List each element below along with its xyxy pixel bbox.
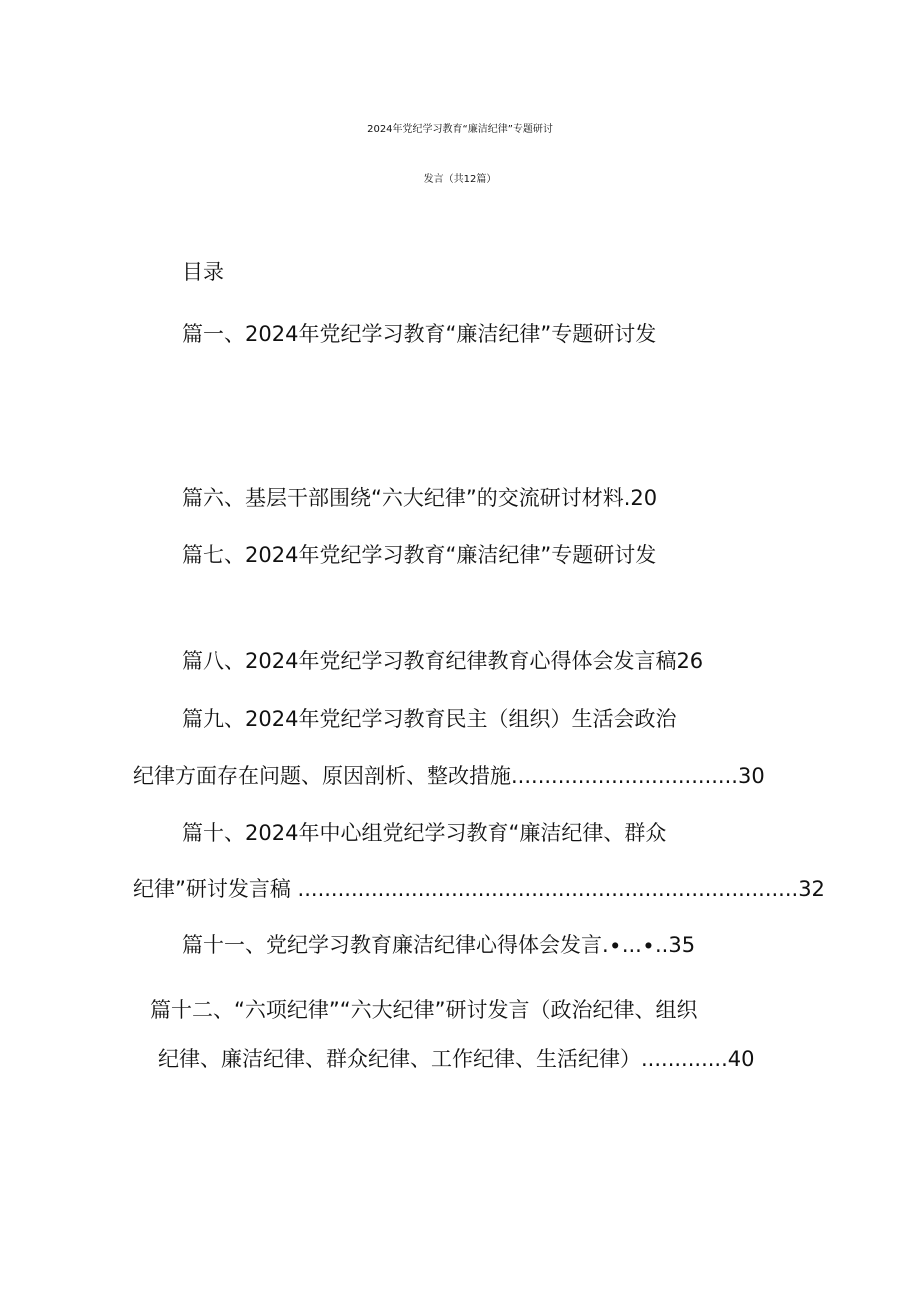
toc-entry-continuation: 纪律”研讨发言稿 ...........................................................................32 <box>133 877 825 901</box>
document-title-line-2: 发言（共12篇） <box>423 174 497 185</box>
toc-entry: 篇六、基层干部围绕“六大纪律”的交流研讨材料.20 <box>182 486 658 510</box>
toc-entry: 篇七、2024年党纪学习教育“廉洁纪律”专题研讨发 <box>182 543 657 567</box>
toc-entry-continuation: 纪律方面存在问题、原因剖析、整改措施..................................30 <box>133 764 765 788</box>
toc-entry: 篇九、2024年党纪学习教育民主（组织）生活会政治 <box>182 707 677 731</box>
toc-entry: 篇一、2024年党纪学习教育“廉洁纪律”专题研讨发 <box>182 322 657 346</box>
toc-entry: 篇十一、党纪学习教育廉洁纪律心得体会发言.∙...∙..35 <box>182 933 696 957</box>
toc-entry: 篇八、2024年党纪学习教育纪律教育心得体会发言稿26 <box>182 649 704 673</box>
toc-entry: 篇十二、“六项纪律”“六大纪律”研讨发言（政治纪律、组织 <box>150 998 698 1022</box>
toc-entry: 篇十、2024年中心组党纪学习教育“廉洁纪律、群众 <box>182 821 667 845</box>
toc-entry-continuation: 纪律、廉洁纪律、群众纪律、工作纪律、生活纪律）.............40 <box>158 1047 755 1071</box>
document-title-line-1: 2024年党纪学习教育“廉洁纪律”专题研讨 <box>367 124 553 135</box>
toc-heading: 目录 <box>182 260 224 284</box>
